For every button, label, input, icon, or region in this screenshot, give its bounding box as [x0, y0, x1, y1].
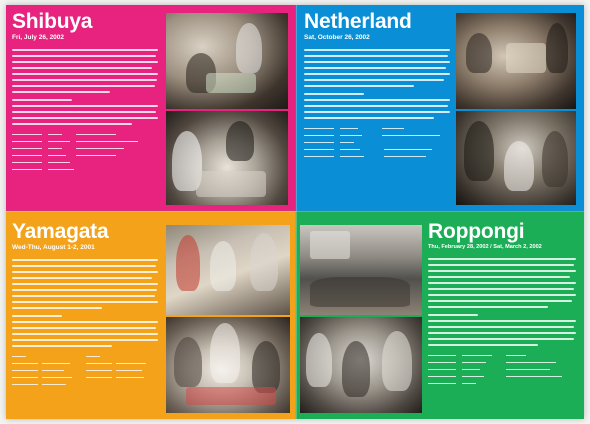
roppongi-text-column: [428, 221, 578, 387]
yamagata-date: Wed-Thu, August 1-2, 2001: [12, 244, 95, 251]
shibuya-theme-text: [12, 99, 160, 125]
yamagata-photo-top: [166, 225, 290, 315]
panel-netherland: [296, 5, 584, 211]
netherland-photo-top: [456, 13, 576, 109]
roppongi-body-text: [428, 258, 578, 308]
netherland-title: Netherland: [304, 10, 412, 33]
yamagata-schedule: [12, 353, 160, 388]
panel-roppongi: [296, 211, 584, 419]
panel-shibuya: [6, 5, 296, 211]
folded-brochure: [6, 5, 584, 419]
netherland-body-text: [304, 49, 452, 87]
horizontal-fold-crease: [6, 210, 584, 212]
netherland-theme-text: [304, 93, 452, 119]
yamagata-text-column: [12, 221, 160, 388]
panel-yamagata: [6, 211, 296, 419]
netherland-text-column: [304, 11, 452, 160]
netherland-date: Sat, October 26, 2002: [304, 34, 370, 41]
shibuya-date: Fri, July 26, 2002: [12, 34, 65, 41]
shibuya-body-text: [12, 49, 160, 93]
roppongi-photo-bottom: [300, 317, 422, 413]
yamagata-title: Yamagata: [12, 220, 109, 243]
shibuya-photo-bottom: [166, 111, 288, 205]
shibuya-schedule: [12, 131, 160, 173]
yamagata-photo-bottom: [166, 317, 290, 413]
yamagata-theme-text: [12, 315, 160, 347]
roppongi-schedule: [428, 352, 578, 387]
roppongi-date: Thu, February 28, 2002 / Sat, March 2, 2002: [428, 244, 542, 250]
roppongi-photo-top: [300, 225, 422, 315]
shibuya-title: Shibuya: [12, 10, 93, 33]
yamagata-body-text: [12, 259, 160, 309]
shibuya-photo-top: [166, 13, 288, 109]
shibuya-text-column: [12, 11, 160, 173]
netherland-photo-bottom: [456, 111, 576, 205]
roppongi-theme-text: [428, 314, 578, 346]
vertical-fold-crease: [295, 5, 297, 419]
netherland-schedule: [304, 125, 452, 160]
roppongi-title: Roppongi: [428, 220, 525, 243]
